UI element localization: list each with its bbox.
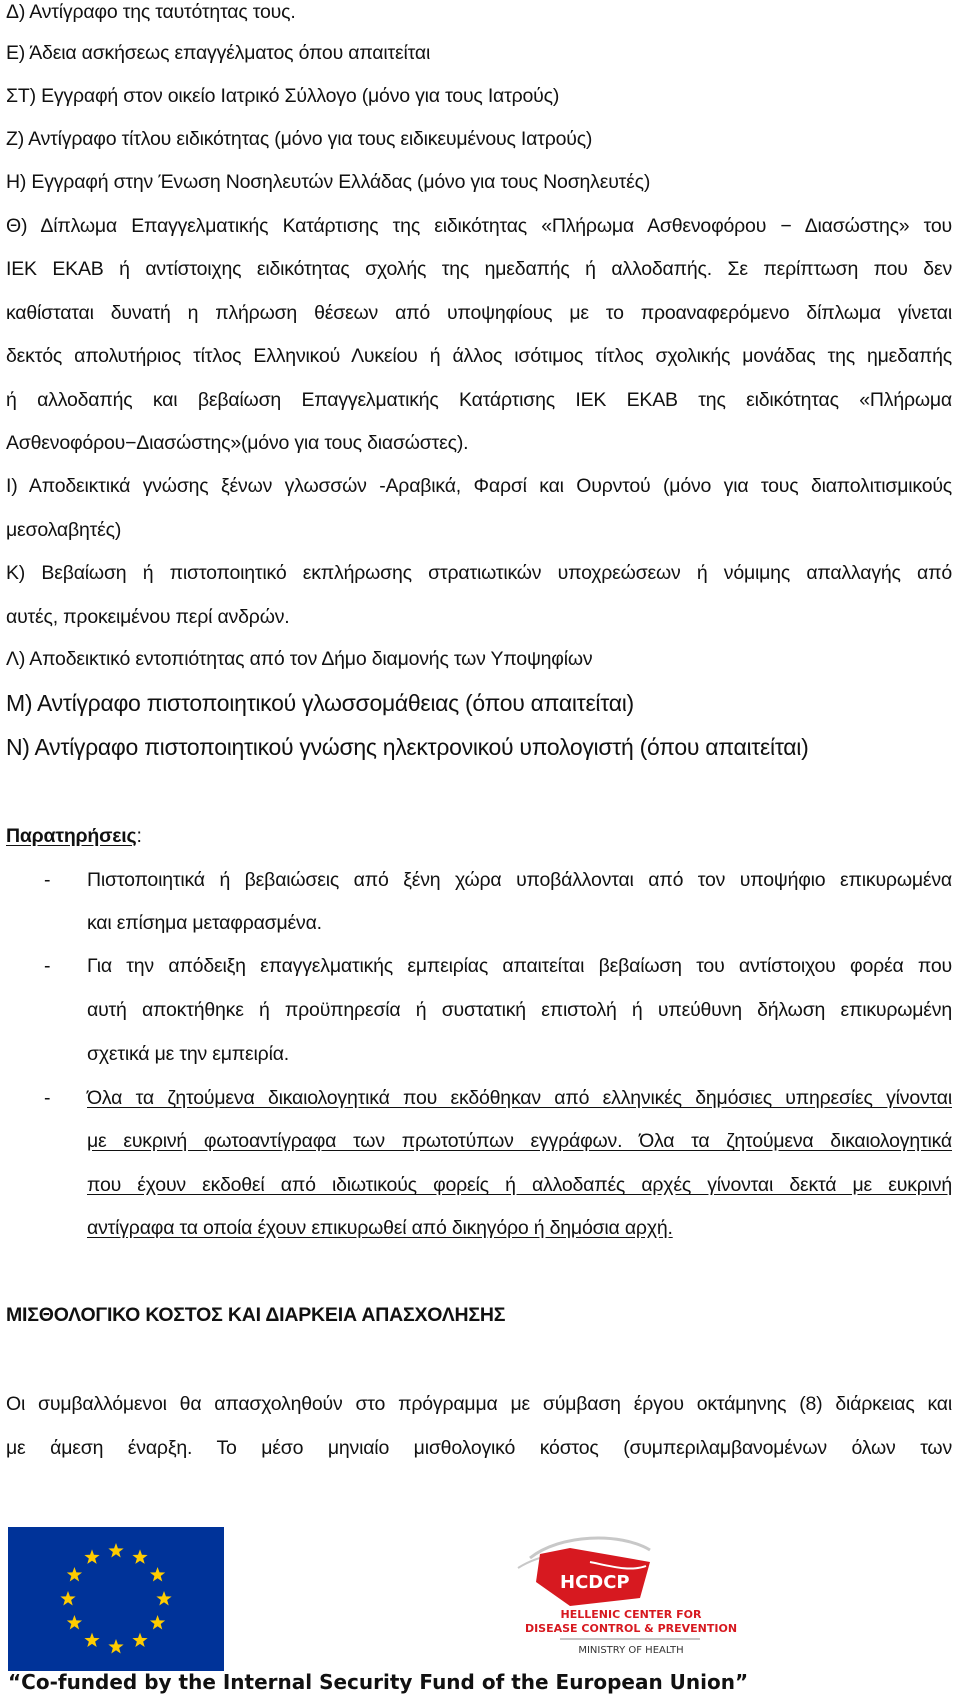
eu-star-icon xyxy=(108,1639,123,1653)
section-line-1: Οι συμβαλλόμενοι θα απασχοληθούν στο πρόγραμμα με σύμβαση έργου οκτάμηνης (8) διάρκειας και xyxy=(6,1393,952,1415)
note-bullet-3: - xyxy=(44,1087,51,1109)
doc-line-th-5: ή αλλοδαπής και βεβαίωση Επαγγελματικής Κατάρτισης ΙΕΚ ΕΚΑΒ της ειδικότητας «Πλήρωμα xyxy=(6,389,952,411)
eu-star-icon xyxy=(108,1543,123,1557)
section-line-2: με άμεση έναρξη. Το μέσο μηνιαίο μισθολογικό κόστος (συμπεριλαμβανομένων όλων των xyxy=(6,1437,952,1459)
hcdcp-name-line-2: DISEASE CONTROL & PREVENTION xyxy=(524,1622,738,1635)
hcdcp-ministry: MINISTRY OF HEALTH xyxy=(578,1645,684,1656)
eu-star-icon xyxy=(67,1567,82,1581)
doc-line-k-2: αυτές, προκειμένου περί ανδρών. xyxy=(6,606,290,628)
notes-heading-colon: : xyxy=(136,825,142,847)
doc-line-d: Δ) Αντίγραφο της ταυτότητας τους. xyxy=(6,1,296,23)
eu-star-icon xyxy=(84,1633,99,1647)
doc-line-h: Η) Εγγραφή στην Ένωση Νοσηλευτών Ελλάδας (μόνο για τους Νοσηλευτές) xyxy=(6,171,651,193)
note-3-line-2: με ευκρινή φωτοαντίγραφα των πρωτοτύπων εγγράφων. Όλα τα ζητούμενα δικαιολογητικά xyxy=(87,1130,952,1152)
section-heading: ΜΙΣΘΟΛΟΓΙΚΟ ΚΟΣΤΟΣ ΚΑΙ ΔΙΑΡΚΕΙΑ ΑΠΑΣΧΟΛΗΣΗΣ xyxy=(6,1304,506,1326)
note-2-line-3: σχετικά με την εμπειρία. xyxy=(87,1043,289,1065)
eu-star-icon xyxy=(60,1591,75,1605)
eu-star-icon xyxy=(132,1549,147,1563)
hcdcp-name-line-1: HELLENIC CENTER FOR xyxy=(560,1608,702,1621)
doc-line-e: Ε) Άδεια ασκήσεως επαγγέλματος όπου απαιτείται xyxy=(6,42,431,64)
doc-line-th-1: Θ) Δίπλωμα Επαγγελματικής Κατάρτισης της ειδικότητας «Πλήρωμα Ασθενοφόρου − Διασώστης» του xyxy=(6,215,952,237)
eu-star-icon xyxy=(67,1615,82,1629)
note-3-line-1: Όλα τα ζητούμενα δικαιολογητικά που εκδόθηκαν από ελληνικές δημόσιες υπηρεσίες γίνονται xyxy=(87,1087,952,1109)
note-2-line-2: αυτή αποκτήθηκε ή προϋπηρεσία ή συστατική επιστολή ή υπεύθυνη δήλωση επικυρωμένη xyxy=(87,999,952,1021)
note-3-line-3: που έχουν εκδοθεί από ιδιωτικούς φορείς ή αλλοδαπές αρχές γίνονται δεκτά με ευκρινή xyxy=(87,1174,952,1196)
eu-star-icon xyxy=(150,1567,165,1581)
cofunded-footer: “Co-funded by the Internal Security Fund of the European Union” xyxy=(8,1670,749,1694)
doc-line-th-6: Ασθενοφόρου−Διασώστης»(μόνο για τους διασώστες). xyxy=(6,432,469,454)
doc-line-i-1: Ι) Αποδεικτικά γνώσης ξένων γλωσσών -Αραβικά, Φαρσί και Ουρντού (μόνο για τους διαπολιτισμικούς xyxy=(6,475,952,497)
doc-line-i-2: μεσολαβητές) xyxy=(6,519,122,541)
doc-line-m: Μ) Αντίγραφο πιστοποιητικού γλωσσομάθειας (όπου απαιτείται) xyxy=(6,690,634,716)
doc-line-th-2: ΙΕΚ ΕΚΑΒ ή αντίστοιχης ειδικότητας σχολής της ημεδαπής ή αλλοδαπής. Σε περίπτωση που δεν xyxy=(6,258,952,280)
eu-star-icon xyxy=(156,1591,171,1605)
hcdcp-abbr: HCDCP xyxy=(560,1572,630,1593)
doc-line-z: Ζ) Αντίγραφο τίτλου ειδικότητας (μόνο για τους ειδικευμένους Ιατρούς) xyxy=(6,128,593,150)
doc-line-k-1: Κ) Βεβαίωση ή πιστοποιητικό εκπλήρωσης στρατιωτικών υποχρεώσεων ή νόμιμης απαλλαγής από xyxy=(6,562,952,584)
note-1-line-2: και επίσημα μεταφρασμένα. xyxy=(87,912,322,934)
note-1-line-1: Πιστοποιητικά ή βεβαιώσεις από ξένη χώρα υποβάλλονται από τον υποψήφιο επικυρωμένα xyxy=(87,869,952,891)
note-2-line-1: Για την απόδειξη επαγγελματικής εμπειρίας απαιτείται βεβαίωση του αντίστοιχου φορέα που xyxy=(87,955,952,977)
eu-star-icon xyxy=(132,1633,147,1647)
eu-flag-logo xyxy=(8,1527,224,1671)
hcdcp-logo xyxy=(500,1526,762,1662)
note-3-line-4: αντίγραφα τα οποία έχουν επικυρωθεί από δικηγόρο ή δημόσια αρχή. xyxy=(87,1217,673,1239)
note-bullet-1: - xyxy=(44,869,51,891)
doc-line-th-3: καθίσταται δυνατή η πλήρωση θέσεων από υποψηφίους με το προαναφερόμενο δίπλωμα γίνεται xyxy=(6,302,952,324)
doc-line-n: Ν) Αντίγραφο πιστοποιητικού γνώσης ηλεκτρονικού υπολογιστή (όπου απαιτείται) xyxy=(6,734,809,760)
eu-star-icon xyxy=(150,1615,165,1629)
eu-star-icon xyxy=(84,1549,99,1563)
notes-heading-row xyxy=(6,824,952,848)
doc-line-st: ΣΤ) Εγγραφή στον οικείο Ιατρικό Σύλλογο (μόνο για τους Ιατρούς) xyxy=(6,85,560,107)
doc-line-l: Λ) Αποδεικτικό εντοπιότητας από τον Δήμο διαμονής των Υποψηφίων xyxy=(6,648,593,670)
doc-line-th-4: δεκτός απολυτήριος τίτλος Ελληνικού Λυκείου ή άλλος ισότιμος τίτλος σχολικής μονάδας της ημεδαπής xyxy=(6,345,952,367)
note-bullet-2: - xyxy=(44,955,51,977)
notes-heading: Παρατηρήσεις xyxy=(6,825,137,847)
